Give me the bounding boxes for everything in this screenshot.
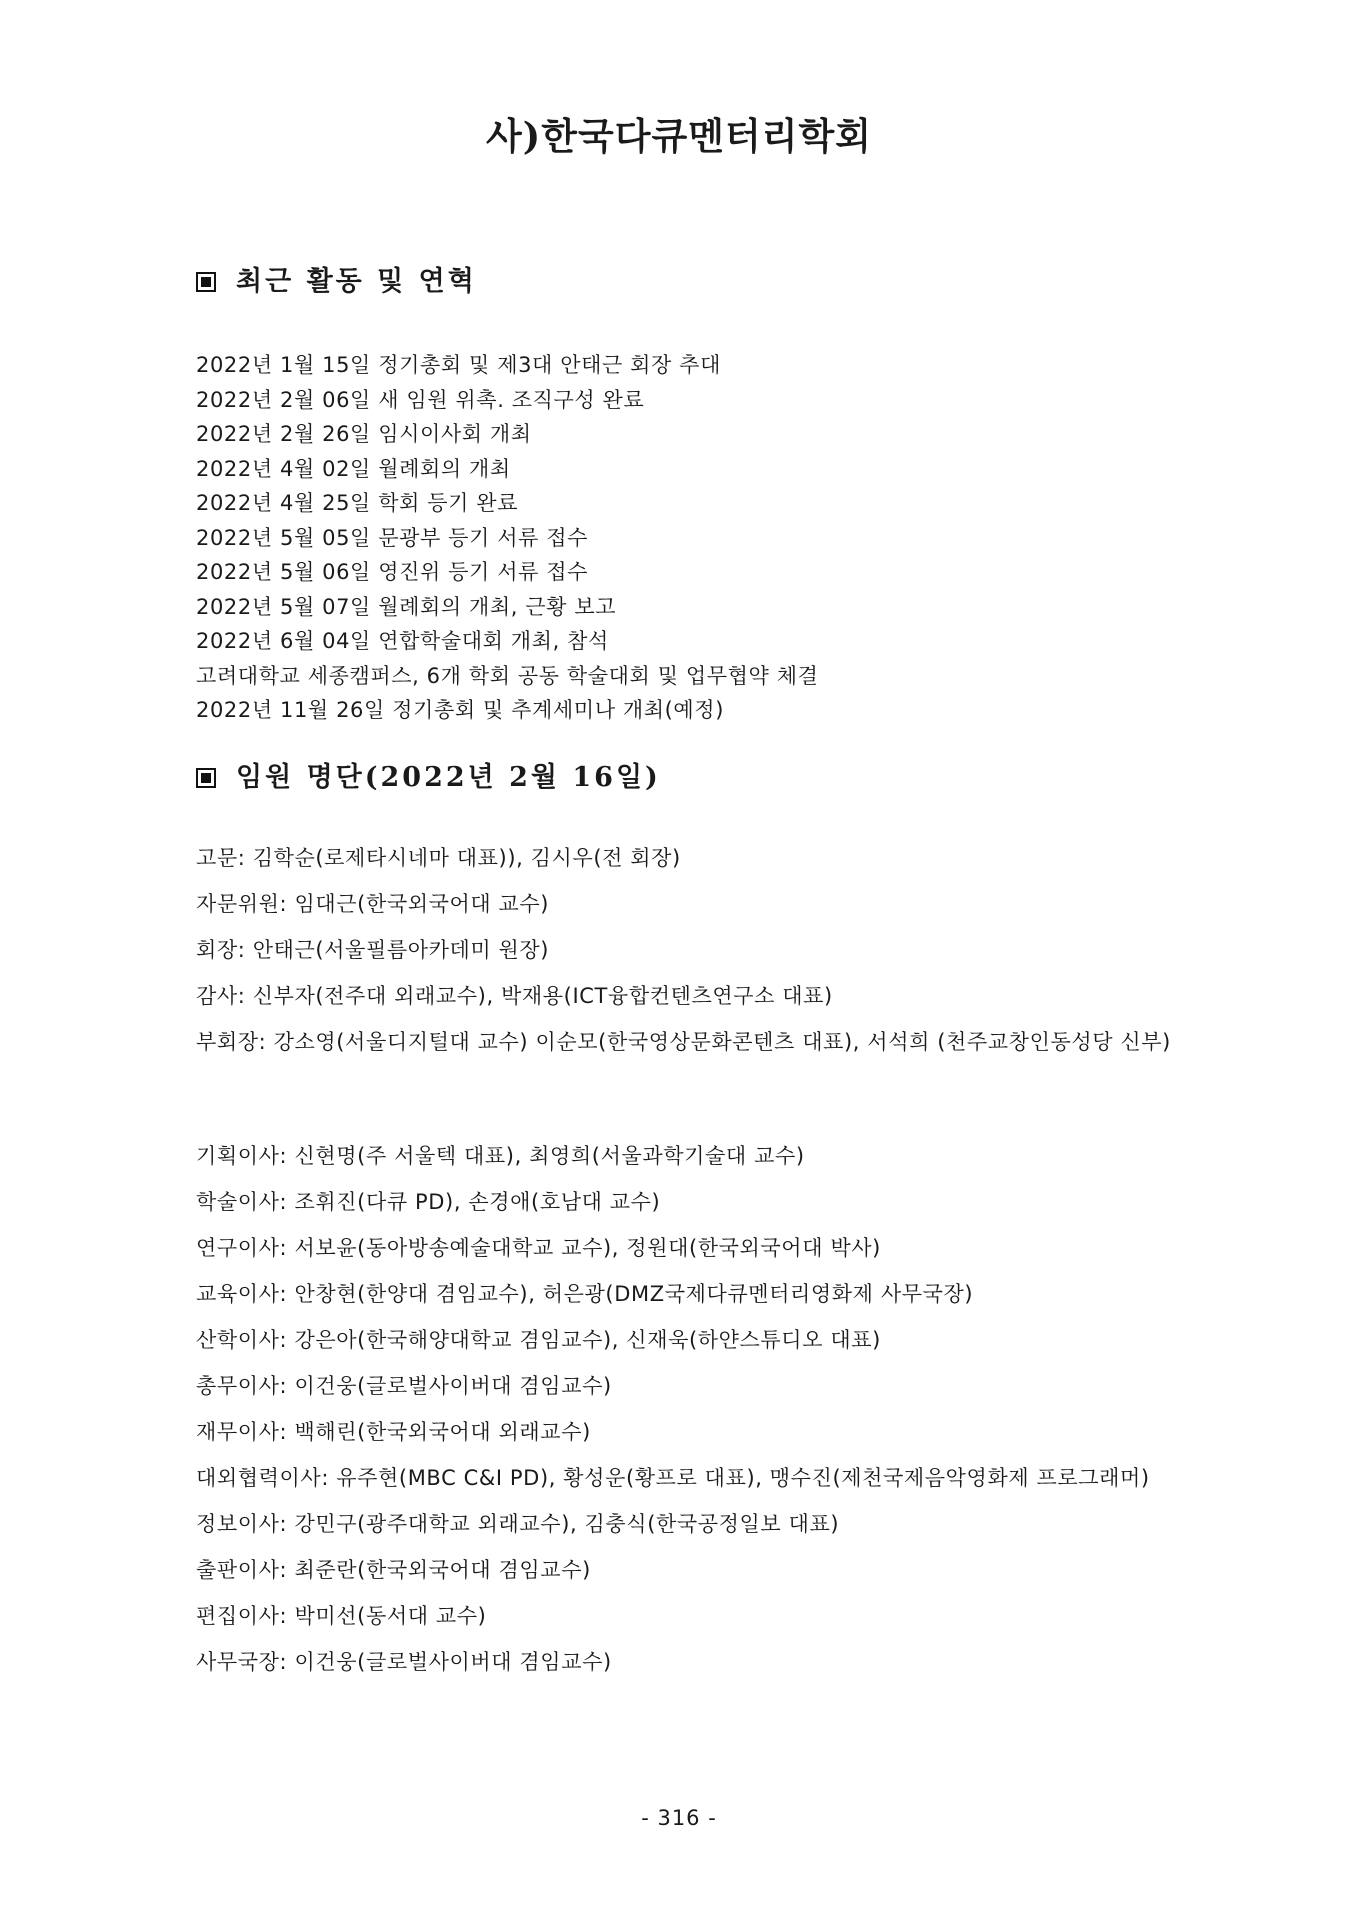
history-item: 2022년 5월 07일 월례회의 개최, 근황 보고: [196, 594, 617, 619]
officer-entry: 부회장: 강소영(서울디지털대 교수) 이순모(한국영상문화콘텐츠 대표), 서석희 (천주교창인동성당 신부): [196, 1030, 1171, 1054]
officer-entry: 감사: 신부자(전주대 외래교수), 박재용(ICT융합컨텐츠연구소 대표): [196, 984, 833, 1008]
officer-entry: 연구이사: 서보윤(동아방송예술대학교 교수), 정원대(한국외국어대 박사): [196, 1236, 881, 1260]
history-item: 2022년 11월 26일 정기총회 및 추계세미나 개최(예정): [196, 698, 724, 722]
history-item: 고려대학교 세종캠퍼스, 6개 학회 공동 학술대회 및 업무협약 체결: [196, 663, 819, 688]
history-heading-text: 최근 활동 및 연혁: [236, 266, 477, 297]
officers-heading-text: 임원 명단(2022년 2월 16일): [236, 762, 661, 793]
history-item: 2022년 5월 05일 문광부 등기 서류 접수: [196, 525, 589, 550]
history-section-heading: [196, 268, 477, 295]
officer-entry: 재무이사: 백해린(한국외국어대 외래교수): [196, 1420, 591, 1444]
history-item: 2022년 6월 04일 연합학술대회 개최, 참석: [196, 629, 609, 653]
history-item: 2022년 2월 26일 임시이사회 개최: [196, 422, 532, 446]
officer-entry: 총무이사: 이건웅(글로벌사이버대 겸임교수): [196, 1374, 612, 1398]
officers-section-heading: [196, 764, 661, 791]
officer-entry: 대외협력이사: 유주현(MBC C&I PD), 황성운(황프로 대표), 맹수진(제천국제음악영화제 프로그래머): [196, 1466, 1150, 1490]
history-list: [196, 348, 818, 728]
officer-entry: 고문: 김학순(로제타시네마 대표)), 김시우(전 회장): [196, 846, 681, 870]
officer-entry: 정보이사: 강민구(광주대학교 외래교수), 김충식(한국공정일보 대표): [196, 1512, 840, 1536]
document-title: 사)한국다큐멘터리학회: [486, 114, 872, 158]
history-item: 2022년 5월 06일 영진위 등기 서류 접수: [196, 560, 589, 584]
officer-entry: 기획이사: 신현명(주 서울텍 대표), 최영희(서울과학기술대 교수): [196, 1144, 805, 1168]
officer-entry: 교육이사: 안창현(한양대 겸임교수), 허은광(DMZ국제다큐멘터리영화제 사무국장): [196, 1282, 974, 1306]
officer-entry: 회장: 안태근(서울필름아카데미 원장): [196, 938, 550, 962]
officer-entry: 자문위원: 임대근(한국외국어대 교수): [196, 892, 550, 916]
page-number: - 316 -: [641, 1806, 717, 1830]
history-item: 2022년 1월 15일 정기총회 및 제3대 안태근 회장 추대: [196, 353, 721, 377]
history-item: 2022년 4월 25일 학회 등기 완료: [196, 491, 519, 515]
filled-square-bullet-icon: [196, 272, 216, 292]
filled-square-bullet-icon: [196, 768, 216, 788]
officer-entry: 산학이사: 강은아(한국해양대학교 겸임교수), 신재욱(하얀스튜디오 대표): [196, 1328, 881, 1352]
officer-entry: 편집이사: 박미선(동서대 교수): [196, 1604, 487, 1628]
officer-entry: 학술이사: 조휘진(다큐 PD), 손경애(호남대 교수): [196, 1190, 661, 1214]
officers-list: [196, 841, 1176, 1691]
history-item: 2022년 2월 06일 새 임원 위촉. 조직구성 완료: [196, 387, 645, 412]
history-item: 2022년 4월 02일 월례회의 개최: [196, 456, 511, 481]
officer-entry: 사무국장: 이건웅(글로벌사이버대 겸임교수): [196, 1650, 612, 1674]
officer-entry: 출판이사: 최준란(한국외국어대 겸임교수): [196, 1558, 591, 1582]
